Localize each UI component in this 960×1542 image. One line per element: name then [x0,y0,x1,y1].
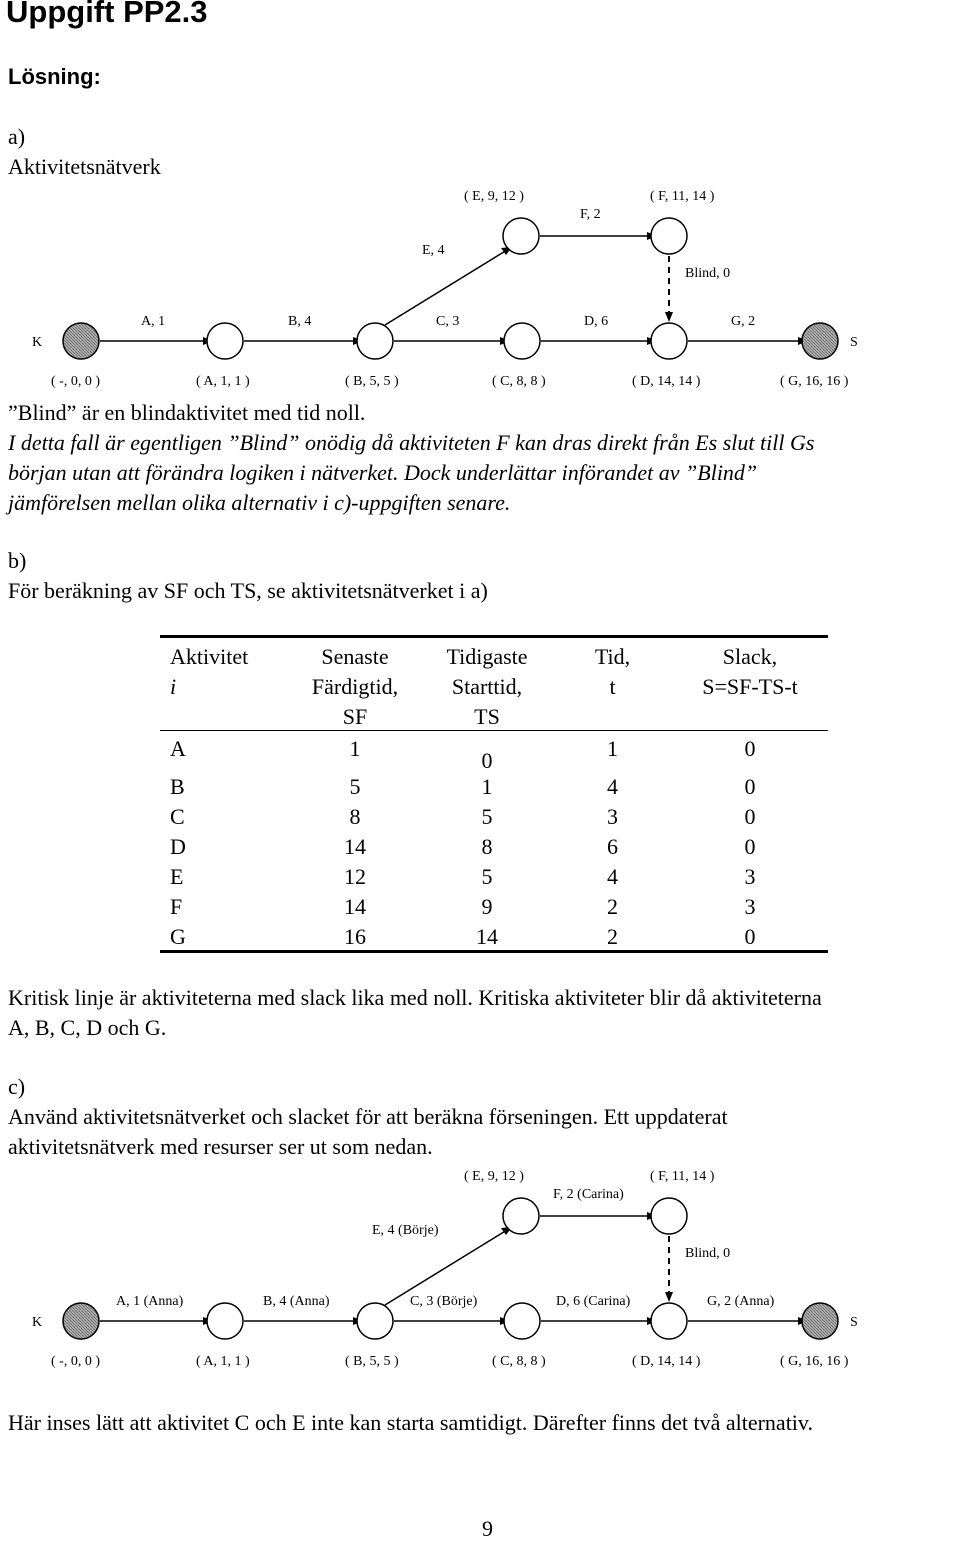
header-sf-2: Färdigtid, [311,674,399,699]
arrowhead [665,1292,673,1302]
table-cell: 4 [607,774,618,799]
table-cell: G [170,924,186,949]
table-cell: 0 [744,774,756,799]
table-cell: 5 [481,864,493,889]
table-cell: 5 [349,774,361,799]
header-slack-2: S=SF-TS-t [702,674,798,699]
header-slack-1: Slack, [722,644,778,669]
table-cell: 4 [607,864,618,889]
activity-label: G, 2 (Anna) [707,1294,775,1309]
note-line-3: början utan att förändra logiken i nätverket. Dock underlättar införandet av ”Blind” [8,460,758,485]
table-cell: 14 [344,834,366,859]
table-cell: 3 [744,864,756,889]
table-cell: 0 [744,736,756,761]
table-cell: 2 [607,924,618,949]
node-e [503,218,539,254]
header-t-1: Tid, [594,644,631,669]
node-1 [207,323,243,359]
node-4 [651,323,687,359]
node-1 [207,1303,243,1339]
time-label: ( G, 16, 16 ) [780,374,849,389]
end-node-label: S [850,335,858,350]
arrowhead [665,312,673,322]
table-cell: 3 [607,804,618,829]
table-cell: 14 [476,924,498,949]
time-label: ( B, 5, 5 ) [345,1354,399,1369]
f-times-label: ( F, 11, 14 ) [650,189,715,204]
time-label: ( A, 1, 1 ) [196,1354,250,1369]
f-activity-label: F, 2 [580,207,601,222]
header-ts-1: Tidigaste [446,644,528,669]
table-cell: E [170,864,184,889]
header-activity-2: i [170,674,177,699]
node-4 [651,1303,687,1339]
node-2 [357,323,393,359]
start-node-label: K [32,1315,43,1330]
part-c-line-1: Använd aktivitetsnätverket och slacket för att beräkna förseningen. Ett uppdaterat [8,1104,728,1129]
node-e [503,1198,539,1234]
critical-line-2: A, B, C, D och G. [8,1015,167,1040]
time-label: ( -, 0, 0 ) [51,374,100,389]
table-cell: 2 [607,894,618,919]
table-cell: 0 [744,834,756,859]
node-2 [357,1303,393,1339]
note-line-4: jämförelsen mellan olika alternativ i c)-uppgiften senare. [8,490,511,515]
activity-label: G, 2 [731,314,756,329]
table-cell: 8 [481,834,493,859]
note-line-2: I detta fall är egentligen ”Blind” onödig då aktiviteten F kan dras direkt från Es slut till Gs [8,430,815,455]
node-end-s [802,1303,838,1339]
time-label: ( D, 14, 14 ) [632,374,701,389]
start-node-label: K [32,335,43,350]
part-b-text: För beräkning av SF och TS, se aktivitetsnätverket i a) [8,578,488,603]
table-cell: 1 [481,774,493,799]
table-cell: 0 [744,804,756,829]
time-label: ( -, 0, 0 ) [51,1354,100,1369]
part-a-label: a) [8,124,26,149]
activity-label: B, 4 [288,314,312,329]
e-times-label: ( E, 9, 12 ) [464,1169,524,1184]
critical-line-1: Kritisk linje är aktiviteterna med slack lika med noll. Kritiska aktiviteter blir då aktiviteterna [8,985,822,1010]
table-cell: 0 [744,924,756,949]
table-cell: 9 [481,894,493,919]
part-c-label: c) [8,1074,26,1099]
slack-table [160,635,828,953]
time-label: ( D, 14, 14 ) [632,1354,701,1369]
activity-network-c [0,1160,960,1375]
table-cell: 16 [344,924,366,949]
activity-label: D, 6 [584,314,609,329]
e-activity-label: E, 4 [422,243,445,258]
part-c-line-2: aktivitetsnätverk med resurser ser ut som nedan. [8,1134,433,1159]
node-f [651,218,687,254]
table-cell: A [170,736,186,761]
header-t-2: t [609,674,616,699]
activity-label: D, 6 (Carina) [556,1294,631,1309]
end-node-label: S [850,1315,858,1330]
node-f [651,1198,687,1234]
table-cell: 3 [744,894,756,919]
table-cell: 0 [481,748,493,773]
blind-label: Blind, 0 [685,1246,731,1261]
table-cell: 1 [607,736,618,761]
node-start-k [63,1303,99,1339]
activity-network-a [0,180,960,390]
part-a-heading: Aktivitetsnätverk [8,154,161,179]
node-start-k [63,323,99,359]
activity-label: B, 4 (Anna) [263,1294,330,1309]
header-sf-1: Senaste [321,644,389,669]
table-cell: 14 [344,894,366,919]
activity-label: C, 3 (Börje) [410,1294,478,1309]
time-label: ( C, 8, 8 ) [492,374,546,389]
e-times-label: ( E, 9, 12 ) [464,189,524,204]
page-title: Uppgift PP2.3 [6,0,208,29]
header-ts-2: Starttid, [451,674,523,699]
solution-heading: Lösning: [8,64,101,89]
activity-label: A, 1 [141,314,166,329]
page-number: 9 [482,1516,493,1541]
header-ts-3: TS [474,704,500,729]
header-sf-3: SF [342,704,368,729]
node-end-s [802,323,838,359]
table-cell: 6 [607,834,618,859]
note-line-1: ”Blind” är en blindaktivitet med tid noll. [8,400,366,425]
final-text: Här inses lätt att aktivitet C och E inte kan starta samtidigt. Därefter finns det två alternativ. [8,1410,813,1435]
blind-label: Blind, 0 [685,266,731,281]
header-activity-1: Aktivitet [170,644,249,669]
table-cell: C [170,804,185,829]
header-divider [160,730,828,731]
time-label: ( C, 8, 8 ) [492,1354,546,1369]
activity-label: C, 3 [436,314,460,329]
e-activity-label: E, 4 (Börje) [372,1223,439,1238]
node-3 [504,323,540,359]
time-label: ( B, 5, 5 ) [345,374,399,389]
table-cell: F [170,894,183,919]
table-cell: 5 [481,804,493,829]
table-cell: 8 [349,804,361,829]
table-cell: D [170,834,186,859]
time-label: ( A, 1, 1 ) [196,374,250,389]
f-times-label: ( F, 11, 14 ) [650,1169,715,1184]
table-cell: 12 [344,864,366,889]
activity-label: A, 1 (Anna) [116,1294,184,1309]
part-b-label: b) [8,548,27,573]
time-label: ( G, 16, 16 ) [780,1354,849,1369]
table-cell: 1 [349,736,361,761]
node-3 [504,1303,540,1339]
table-cell: B [170,774,185,799]
f-activity-label: F, 2 (Carina) [553,1187,624,1202]
